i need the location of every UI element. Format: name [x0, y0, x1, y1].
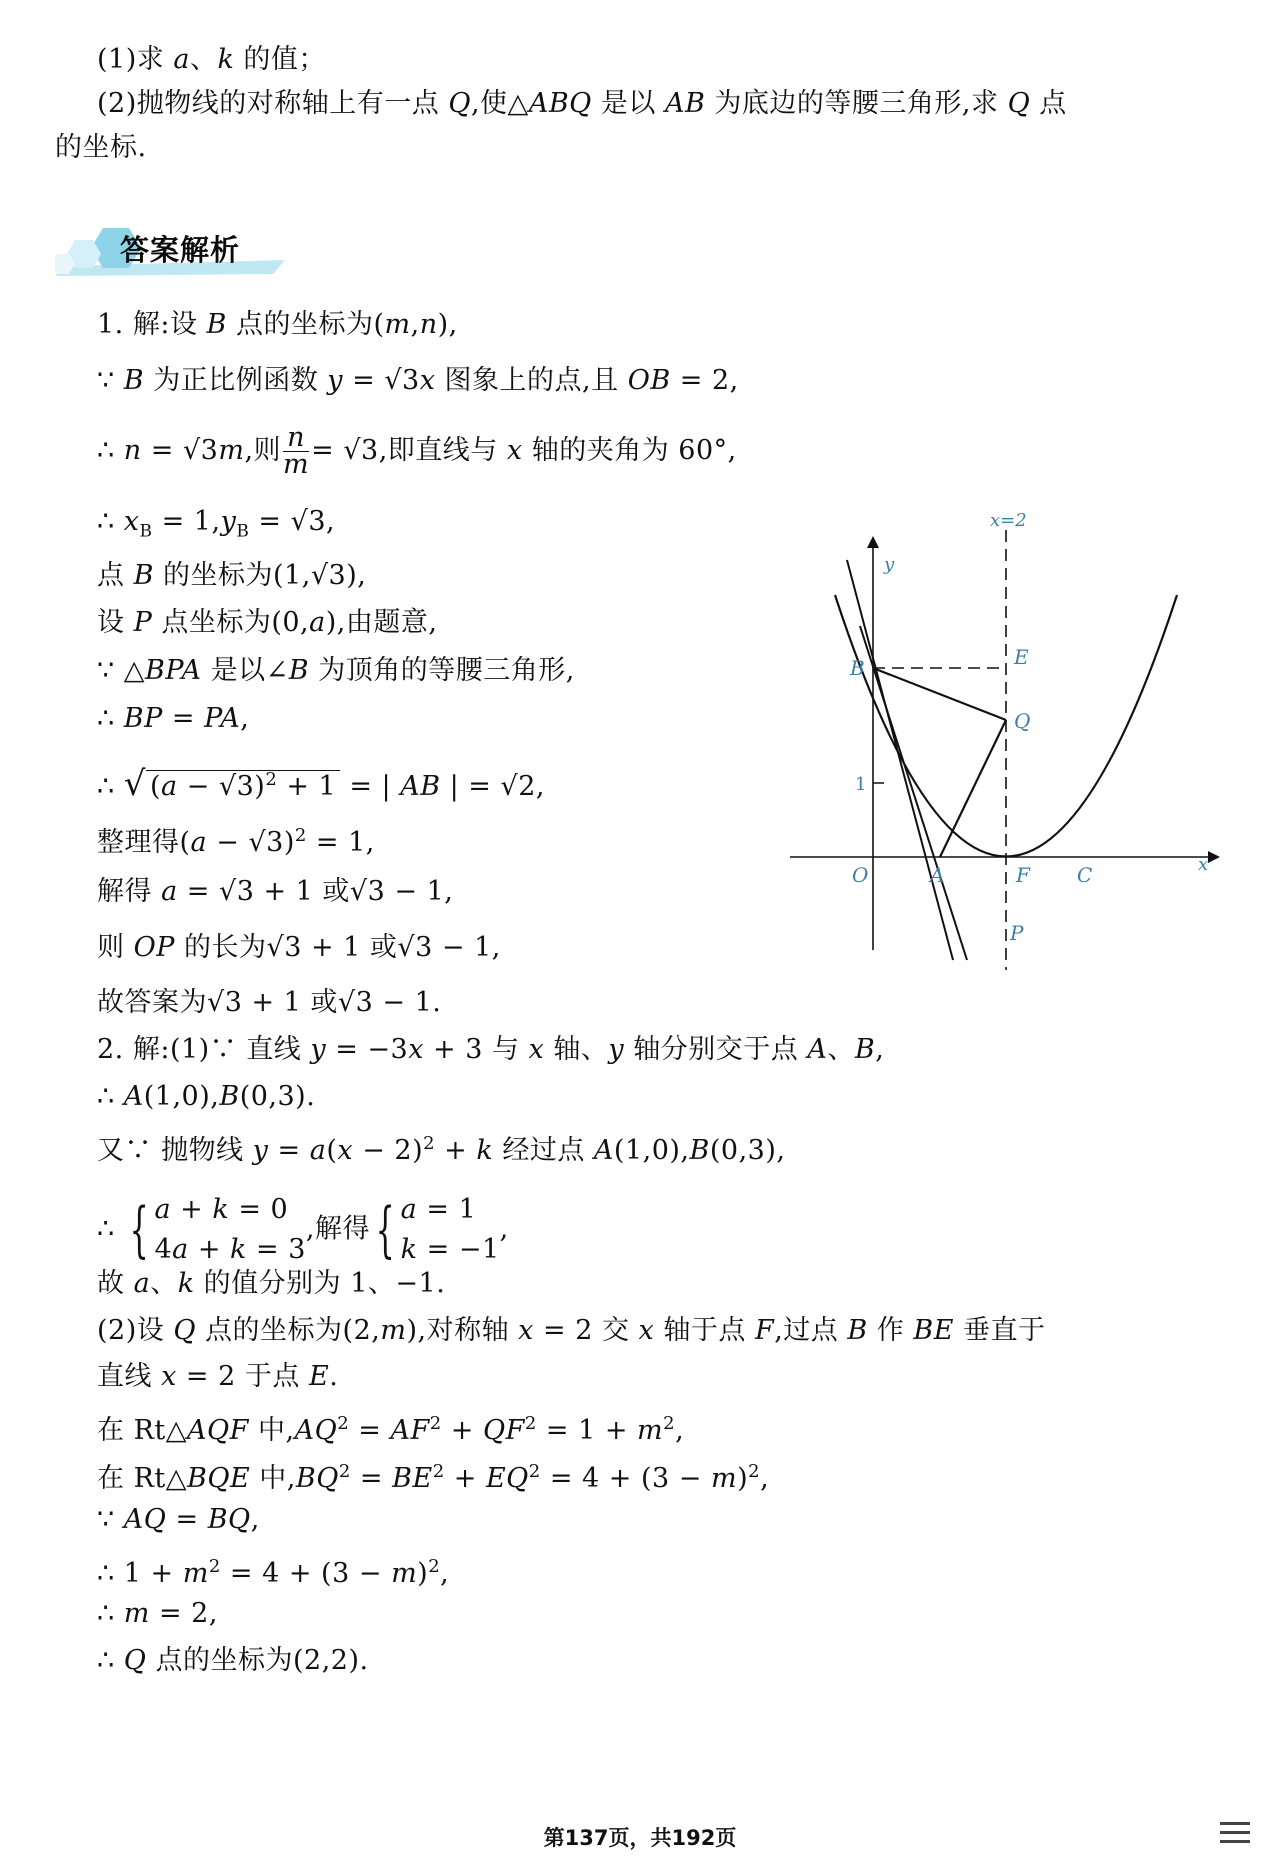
sol2-line-2: ∴ A(1,0),B(0,3). — [97, 1081, 316, 1112]
label-y: y — [884, 554, 895, 575]
label-q: Q — [1014, 709, 1031, 733]
sol2-line-3: 又∵ 抛物线 $y = a(x - 2)^2 + k$ 经过点 A(1,0),B(0,3), — [97, 1133, 786, 1166]
sol2-line-8: 在 Rt△AQF 中$,AQ^2 = AF^2 + QF^2 = 1 + m^2$, — [97, 1413, 685, 1446]
line-ba — [860, 626, 967, 960]
sol2-line-11: ∴ $1 + m^2 = 4 + (3 - m)^2$, — [97, 1556, 450, 1589]
line-bp — [847, 560, 953, 960]
question-part-1: (1)求 a、k 的值； — [97, 44, 326, 75]
sol2-line-6: (2)设 Q 点的坐标为(2,m),对称轴 x = 2 交 x 轴于点 F,过点 B 作 BE 垂直于 — [97, 1315, 1046, 1346]
y-axis-arrow-icon — [867, 536, 879, 548]
sol2-line-13: ∴ Q 点的坐标为(2,2). — [97, 1645, 369, 1676]
sol2-line-9: 在 Rt△BQE 中$,BQ^2 = BE^2 + EQ^2 = 4 + (3 - m)^2$, — [97, 1461, 770, 1494]
parabola-figure — [780, 500, 1250, 970]
x-axis-arrow-icon — [1208, 851, 1220, 863]
sol2-line-5: 故 a、k 的值分别为 1、−1. — [97, 1268, 446, 1299]
sol2-line-12: ∴ m = 2, — [97, 1598, 218, 1629]
segment-bq — [873, 668, 1006, 720]
segment-qa — [940, 720, 1006, 857]
label-b: B — [850, 656, 865, 680]
sol1-line-5: 点 B 的坐标为(1,√3), — [97, 560, 367, 591]
sol2-line-10: ∵ AQ = BQ, — [97, 1504, 260, 1535]
sol2-line-4: ∴ { a + k = 0 4a + k = 3 ,解得{ a = 1 k = −1 , — [97, 1194, 509, 1265]
sol1-line-9: ∴ √ $(a - √3)^2 + 1$ = | AB | = √2, — [97, 764, 545, 804]
sol1-line-10: 整理得$(a - √3)^2 = 1$, — [97, 825, 375, 858]
sol1-line-8: ∴ BP = PA, — [97, 703, 250, 734]
sol1-line-7: ∵ △BPA 是以∠B 为顶角的等腰三角形, — [97, 655, 575, 686]
section-title: 答案解析 — [120, 233, 241, 267]
sol1-line-13: 故答案为√3 + 1 或√3 − 1. — [97, 987, 442, 1018]
question-part-2-line-2: 的坐标. — [55, 132, 147, 163]
sol1-line-1: 1. 解:设 B 点的坐标为(m,n), — [97, 309, 458, 340]
label-a: A — [930, 863, 945, 887]
label-e: E — [1014, 645, 1029, 669]
sol1-line-12: 则 OP 的长为√3 + 1 或√3 − 1, — [97, 932, 501, 963]
sol1-line-11: 解得 a = √3 + 1 或√3 − 1, — [97, 876, 454, 907]
label-f: F — [1016, 863, 1030, 887]
label-x: x — [1198, 854, 1209, 875]
sol1-line-4: ∴ $x_B = 1,y_B = √3$, — [97, 506, 336, 542]
sol1-line-3: ∴ n = √3m,则 $\frac{n}{m}$ = √3,即直线与 x 轴的夹角为 60°, — [97, 422, 737, 480]
sol2-line-7: 直线 x = 2 于点 E. — [97, 1361, 339, 1392]
sol2-line-1: 2. 解:(1)∵ 直线 y = −3x + 3 与 x 轴、y 轴分别交于点 A、B, — [97, 1034, 885, 1065]
label-one: 1 — [855, 774, 867, 795]
label-axis-x2: x=2 — [990, 510, 1027, 531]
sol1-line-6: 设 P 点坐标为(0,a),由题意, — [97, 607, 438, 638]
page-footer: 第137页，共192页 — [543, 1826, 737, 1850]
label-p: P — [1010, 921, 1024, 945]
label-c: C — [1077, 863, 1093, 887]
label-o: O — [852, 863, 869, 887]
question-part-2-line-1: (2)抛物线的对称轴上有一点 Q,使△ABQ 是以 AB 为底边的等腰三角形,求 Q 点 — [97, 88, 1067, 119]
menu-lines-icon[interactable] — [1218, 1818, 1252, 1848]
sol1-line-2: ∵ B 为正比例函数 y = √3x 图象上的点,且 OB = 2, — [97, 365, 739, 396]
